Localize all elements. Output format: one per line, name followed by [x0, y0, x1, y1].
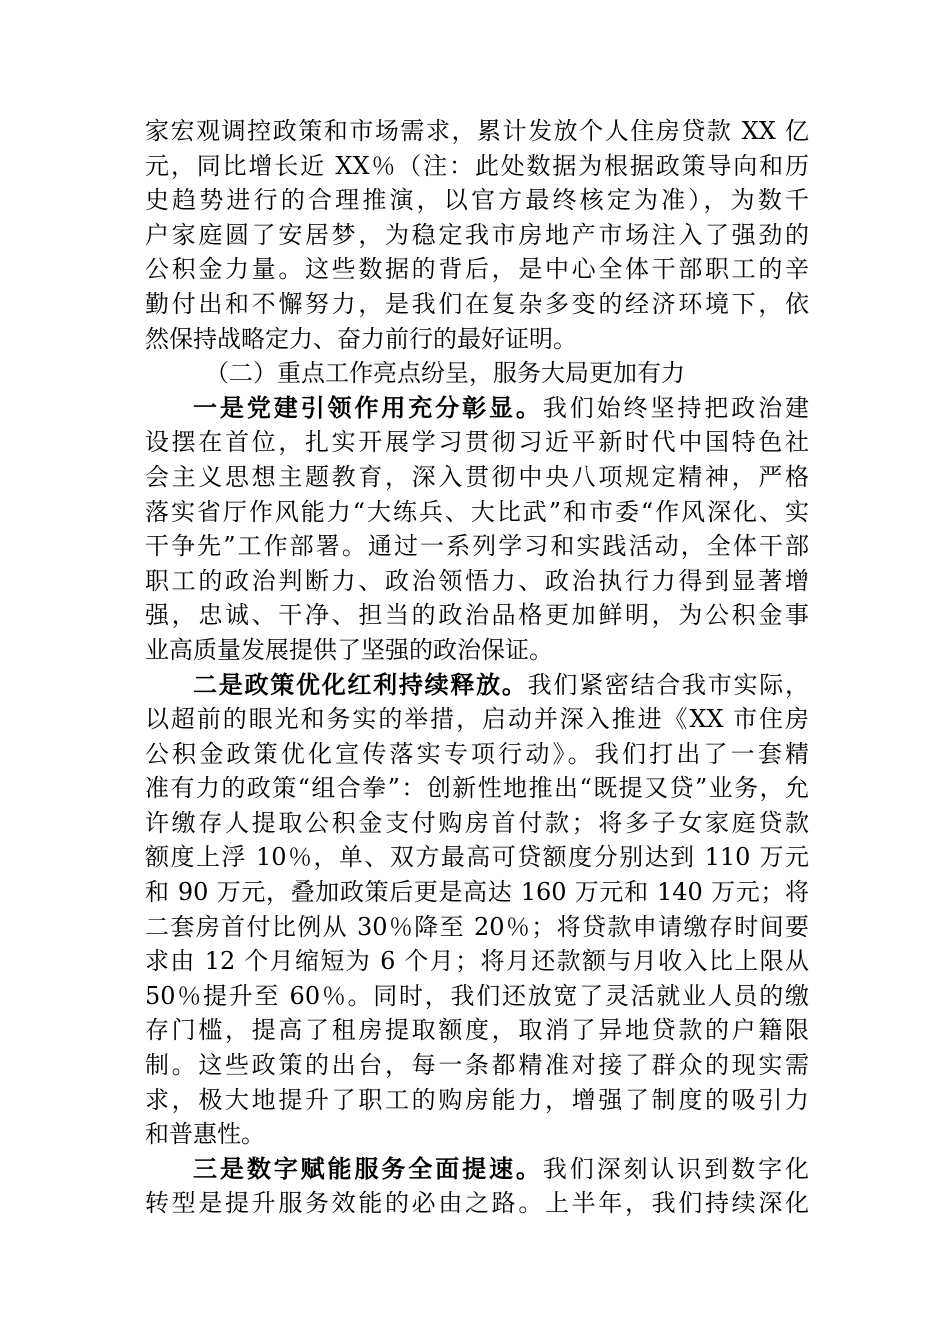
paragraph-lead: 二是政策优化红利持续释放。	[193, 669, 528, 699]
text-line: 和 90 万元，叠加政策后更是高达 160 万元和 140 万元；将	[145, 878, 809, 907]
text-line-first	[145, 391, 809, 426]
text-line: 50％提升至 60％。同时，我们还放宽了灵活就业人员的缴	[145, 981, 809, 1010]
text-line: 转型是提升服务效能的必由之路。上半年，我们持续深化	[145, 1189, 809, 1218]
text-line: 然保持战略定力、奋力前行的最好证明。	[145, 324, 577, 353]
text-line-first	[145, 668, 809, 703]
paragraph-lead: 三是数字赋能服务全面提速。	[193, 1153, 543, 1183]
paragraph-text: 我们始终坚持把政治建	[542, 393, 810, 422]
text-line: 干争先”工作部署。通过一系列学习和实践活动，全体干部	[145, 532, 809, 561]
text-line: 制。这些政策的出台，每一条都精准对接了群众的现实需	[145, 1051, 809, 1080]
text-line: 准有力的政策“组合拳”：创新性地推出“既提又贷”业务，允	[145, 774, 809, 803]
paragraph-lead: 一是党建引领作用充分彰显。	[193, 392, 543, 422]
text-line-first	[145, 1152, 809, 1187]
paragraph-text: 我们紧密结合我市实际，	[527, 670, 809, 699]
paragraph-1	[145, 114, 809, 356]
text-line: 存门槛，提高了租房提取额度，取消了异地贷款的户籍限	[145, 1016, 809, 1045]
text-line: 设摆在首位，扎实开展学习贯彻习近平新时代中国特色社	[145, 428, 809, 457]
paragraph-text: 我们深刻认识到数字化	[542, 1154, 810, 1183]
text-line: 业高质量发展提供了坚强的政治保证。	[145, 635, 553, 664]
text-line: 以超前的眼光和务实的举措，启动并深入推进《XX 市住房	[145, 705, 809, 734]
text-line: 勤付出和不懈努力，是我们在复杂多变的经济环境下，依	[145, 289, 809, 318]
text-line: 强，忠诚、干净、担当的政治品格更加鲜明，为公积金事	[145, 601, 809, 630]
text-line: 求由 12 个月缩短为 6 个月；将月还款额与月收入比上限从	[145, 947, 809, 976]
text-line: 职工的政治判断力、政治领悟力、政治执行力得到显著增	[145, 566, 809, 595]
text-line: 求，极大地提升了职工的购房能力，增强了制度的吸引力	[145, 1085, 809, 1114]
paragraph-2	[145, 391, 809, 668]
text-line: 和普惠性。	[145, 1120, 265, 1149]
text-line: 家宏观调控政策和市场需求，累计发放个人住房贷款 XX 亿	[145, 117, 809, 145]
text-line: 史趋势进行的合理推演，以官方最终核定为准），为数千	[145, 186, 809, 215]
section-heading: （二）重点工作亮点纷呈，服务大局更加有力	[205, 359, 685, 388]
document-page	[145, 114, 809, 1221]
text-line: 公积金政策优化宣传落实专项行动》。我们打出了一套精	[145, 739, 809, 768]
text-line: 额度上浮 10％，单、双方最高可贷额度分别达到 110 万元	[145, 843, 809, 872]
text-line: 会主义思想主题教育，深入贯彻中央八项规定精神，严格	[145, 462, 809, 491]
text-line: 元，同比增长近 XX％（注：此处数据为根据政策导向和历	[145, 151, 809, 180]
text-line: 落实省厅作风能力“大练兵、大比武”和市委“作风深化、实	[145, 497, 809, 526]
text-line: 户家庭圆了安居梦，为稳定我市房地产市场注入了强劲的	[145, 220, 809, 249]
text-line: 公积金力量。这些数据的背后，是中心全体干部职工的辛	[145, 255, 809, 284]
paragraph-4	[145, 1152, 809, 1221]
paragraph-3	[145, 668, 809, 1152]
text-line: 许缴存人提取公积金支付购房首付款；将多子女家庭贷款	[145, 808, 809, 837]
text-line: 二套房首付比例从 30％降至 20％；将贷款申请缴存时间要	[145, 912, 809, 941]
